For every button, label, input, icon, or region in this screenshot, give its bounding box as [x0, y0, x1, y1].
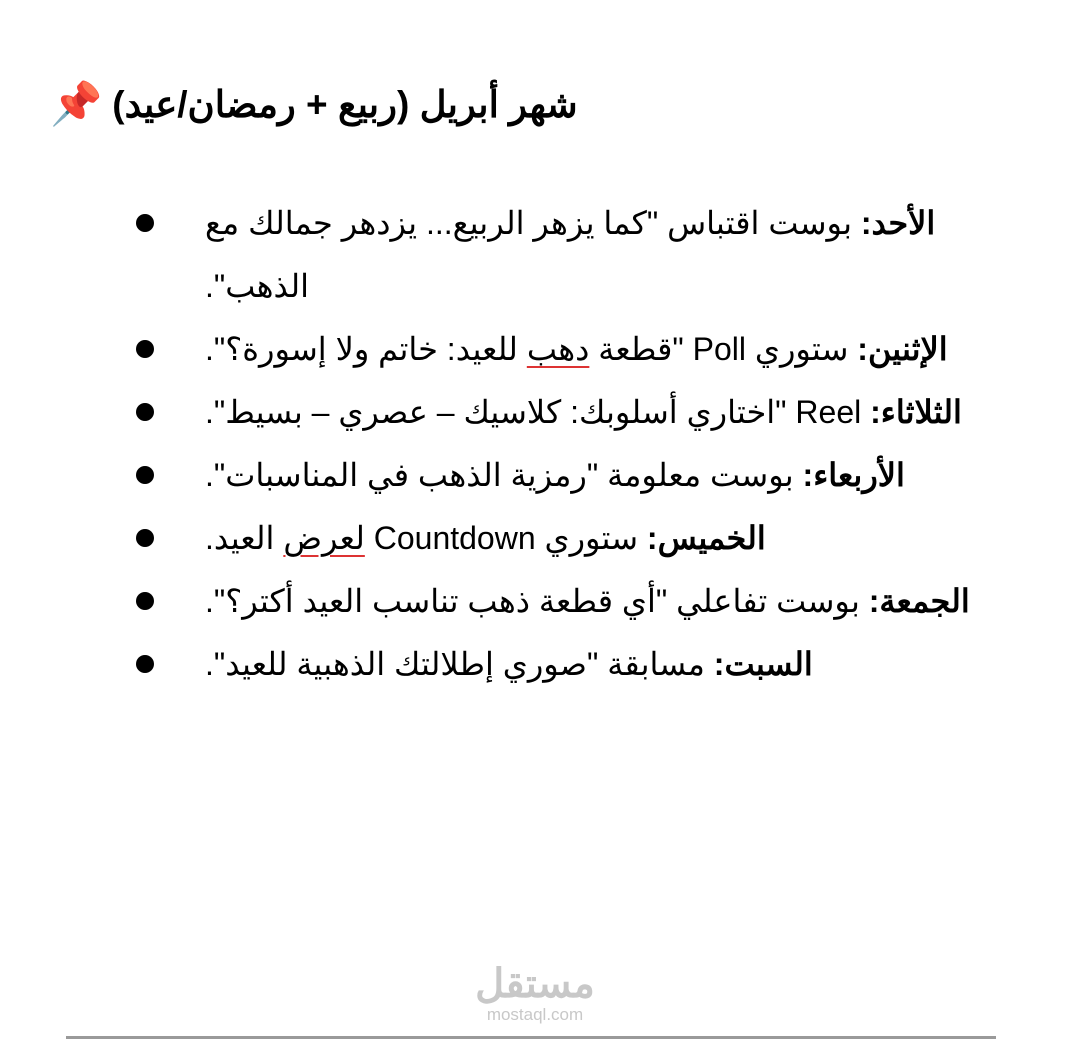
schedule-list — [0, 192, 1071, 696]
bullet-icon — [136, 340, 154, 358]
watermark — [465, 962, 605, 1024]
item-text: بوست تفاعلي "أي قطعة ذهب تناسب العيد أكتر؟". — [205, 583, 869, 619]
title-text: شهر أبريل (ربيع + رمضان/عيد) — [112, 83, 578, 125]
item-text: مسابقة "صوري إطلالتك الذهبية للعيد". — [205, 646, 714, 682]
bullet-icon — [136, 403, 154, 421]
item-text: ستوري Poll "قطعة — [589, 331, 858, 367]
list-item — [0, 507, 970, 570]
page-title — [50, 72, 740, 136]
list-item — [0, 633, 970, 696]
divider — [66, 1036, 996, 1039]
list-item — [0, 318, 970, 381]
list-item — [0, 192, 970, 318]
bullet-icon — [136, 529, 154, 547]
item-text: للعيد: خاتم ولا إسورة؟". — [205, 331, 527, 367]
spellcheck-word[interactable]: دهب — [526, 331, 590, 367]
list-item — [0, 444, 970, 507]
list-item — [0, 570, 970, 633]
bullet-icon — [136, 655, 154, 673]
day-label: الثلاثاء: — [870, 394, 962, 430]
list-item — [0, 381, 970, 444]
day-label: الخميس: — [646, 520, 766, 556]
item-text: ستوري Countdown — [364, 520, 647, 556]
bullet-icon — [136, 466, 154, 484]
item-text: Reel "اختاري أسلوبك: كلاسيك – عصري – بسيط". — [205, 394, 871, 430]
spellcheck-word[interactable]: لعرض — [283, 520, 365, 556]
day-label: الأحد: — [860, 205, 936, 241]
day-label: الجمعة: — [868, 583, 970, 619]
bullet-icon — [136, 592, 154, 610]
item-text: بوست اقتباس "كما يزهر الربيع... يزدهر جمالك مع الذهب". — [205, 205, 861, 304]
item-text: بوست معلومة "رمزية الذهب في المناسبات". — [205, 457, 803, 493]
watermark-latin: mostaql.com — [486, 1005, 584, 1024]
pushpin-icon: 📌 — [50, 80, 103, 127]
day-label: الإثنين: — [857, 331, 948, 367]
item-text: العيد. — [205, 520, 284, 556]
watermark-arabic: مستقل — [475, 962, 595, 1006]
day-label: السبت: — [713, 646, 813, 682]
bullet-icon — [136, 214, 154, 232]
day-label: الأربعاء: — [802, 457, 905, 493]
